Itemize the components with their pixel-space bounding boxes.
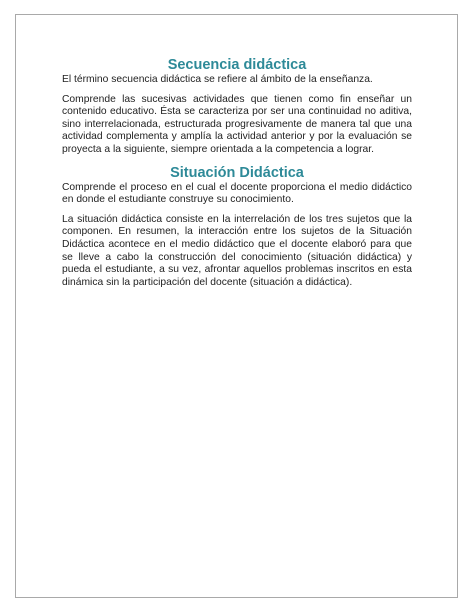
section-title-secuencia: Secuencia didáctica xyxy=(167,57,307,73)
document-content xyxy=(62,56,412,296)
paragraph-situacion-description: La situación didáctica consiste en la interrelación de los tres sujetos que la componen. En resumen, la interacción entre los sujetos de la Situación Didáctica acontece en el medio didáctico que el docente elaboró para que se lleve a cabo la construcción del conocimiento (situación didáctica) y pueda el estudiante, a su vez, afrontar aquellos problemas inscritos en esta dinámica sin la participación del docente (situación a didáctica). xyxy=(62,213,412,288)
section-title-situacion: Situación Didáctica xyxy=(170,164,304,181)
paragraph-situacion-intro: Comprende el proceso en el cual el docente proporciona el medio didáctico en donde el estudiante construye su conocimiento. xyxy=(62,181,412,206)
paragraph-secuencia-intro: El término secuencia didáctica se refiere al ámbito de la enseñanza. xyxy=(62,74,373,85)
paragraph-secuencia-description: Comprende las sucesivas actividades que tienen como fin enseñar un contenido educativo. Ésta se caracteriza por ser una continuidad no aditiva, sino interrelacionada, estructurada progresivamente de manera tal que una actividad complementa y amplía la actividad anterior y por la evaluación se proyecta a la siguiente, siempre orientada a la competencia a lograr. xyxy=(62,93,412,155)
